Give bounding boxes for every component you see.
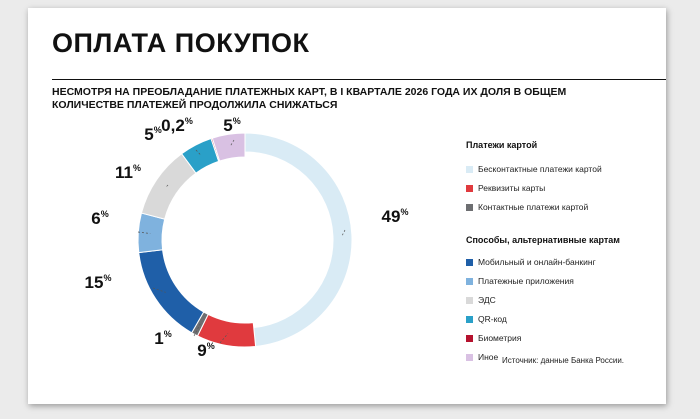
legend-swatch: [466, 297, 473, 304]
legend-swatch: [466, 185, 473, 192]
slice-label: 5%: [223, 116, 241, 135]
legend-item-contact: [466, 198, 656, 217]
legend-item-eds: [466, 291, 656, 310]
percent-sign: %: [153, 125, 162, 135]
legend-heading-alternatives: Способы, альтернативные картам: [466, 235, 620, 245]
legend-swatch: [466, 166, 473, 173]
percent-sign: %: [400, 207, 409, 217]
donut-slice: [139, 250, 204, 333]
percent-sign: %: [206, 341, 215, 351]
percent-sign: %: [103, 273, 112, 283]
legend-item-card-details: [466, 179, 656, 198]
slice-label: 0,2%: [161, 116, 193, 135]
legend-swatch: [466, 335, 473, 342]
subtitle-line-2: КОЛИЧЕСТВЕ ПЛАТЕЖЕЙ ПРОДОЛЖИЛА СНИЖАТЬСЯ: [52, 98, 338, 111]
legend: [466, 139, 656, 367]
legend-item-qr-code: [466, 310, 656, 329]
source-note: Источник: данные Банка России.: [502, 356, 625, 365]
donut-slice: [141, 154, 195, 219]
legend-swatch: [466, 259, 473, 266]
percent-sign: %: [232, 116, 241, 126]
legend-group-cards: [466, 160, 656, 217]
page-title: ОПЛАТА ПОКУПОК: [52, 28, 310, 58]
legend-swatch: [466, 316, 473, 323]
donut-slice: [245, 133, 352, 346]
legend-label: Мобильный и онлайн-банкинг: [478, 257, 596, 267]
legend-item-mobile-banking: [466, 253, 656, 272]
percent-sign: %: [100, 209, 109, 219]
subtitle-line-1: НЕСМОТРЯ НА ПРЕОБЛАДАНИЕ ПЛАТЕЖНЫХ КАРТ, В I КВАРТАЛЕ 2026 ГОДА ИХ ДОЛЯ В ОБЩЕМ: [52, 86, 567, 98]
legend-item-payment-apps: [466, 272, 656, 291]
legend-label: ЭДС: [478, 295, 496, 305]
legend-label: Платежные приложения: [478, 276, 574, 286]
legend-label: Бесконтактные платежи картой: [478, 164, 602, 174]
slice-label: 6%: [91, 209, 109, 228]
legend-swatch: [466, 354, 473, 361]
slice-label: 11%: [115, 163, 141, 182]
slice-label: 1%: [154, 329, 172, 348]
percent-sign: %: [163, 329, 172, 339]
percent-sign: %: [132, 163, 141, 173]
percent-sign: %: [184, 116, 193, 126]
legend-swatch: [466, 278, 473, 285]
legend-label: Контактные платежи картой: [478, 202, 589, 212]
legend-group-alternatives: [466, 253, 656, 367]
legend-item-contactless: [466, 160, 656, 179]
slice-label: 49%: [381, 207, 409, 226]
slice-label: 5%: [144, 125, 162, 144]
legend-heading-cards: Платежи картой: [466, 140, 538, 150]
legend-label: QR-код: [478, 314, 507, 324]
slice-label: 15%: [84, 273, 112, 292]
legend-label: Реквизиты карты: [478, 183, 546, 193]
legend-label: Биометрия: [478, 333, 522, 343]
slice-label: 9%: [197, 341, 215, 360]
legend-swatch: [466, 204, 473, 211]
legend-item-biometrics: [466, 329, 656, 348]
legend-label: Иное: [478, 352, 499, 362]
